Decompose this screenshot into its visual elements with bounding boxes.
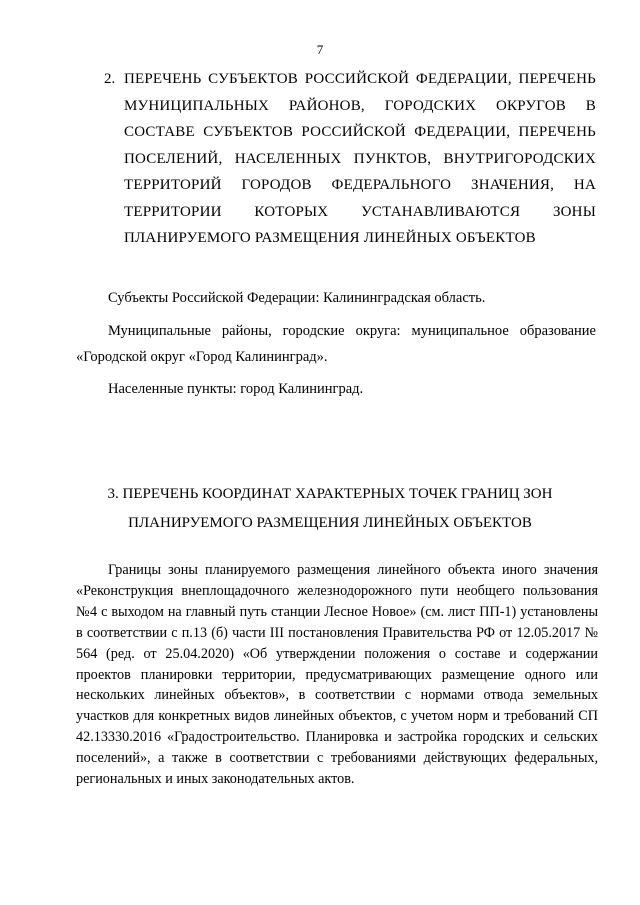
section-2-heading: ПЕРЕЧЕНЬ СУБЪЕКТОВ РОССИЙСКОЙ ФЕДЕРАЦИИ, ПЕРЕЧЕНЬ МУНИЦИПАЛЬНЫХ РАЙОНОВ, ГОРОДСКИХ ОКРУГОВ В СОСТАВЕ СУБЪЕКТОВ РОССИЙСКОЙ ФЕДЕРАЦИИ, ПЕРЕЧЕНЬ ПОСЕЛЕНИЙ, НАСЕЛЕННЫХ ПУНКТОВ, ВНУТРИГОРОДСКИХ ТЕРРИТОРИЙ ГОРОДОВ ФЕДЕРАЛЬНОГО ЗНАЧЕНИЯ, НА ТЕРРИТОРИИ КОТОРЫХ УСТАНАВЛИВАЮТСЯ ЗОНЫ ПЛАНИРУЕМОГО РАЗМЕЩЕНИЯ ЛИНЕЙНЫХ ОБЪЕКТОВ (124, 71, 596, 246)
subjects-paragraph: Субъекты Российской Федерации: Калининградская область. (108, 290, 486, 306)
page-number: 7 (316, 42, 324, 57)
municipalities-paragraph: Муниципальные районы, городские округа: муниципальное образование «Городской округ «Город Калининград». (76, 323, 596, 365)
section-3-body: Границы зоны планируемого размещения линейного объекта иного значения «Реконструкция внеплощадочного железнодорожного пути необщего пользования №4 с выходом на главный путь станции Лесное Новое» (см. лист ПП-1) установлены в соответствии с п.13 (б) части III постановления Правительства РФ от 12.05.2017 № 564 (ред. от 25.04.2020) «Об утверждении положения о составе и содержании проектов планировки территории, предусматривающих размещение одного или нескольких линейных объектов», в соответствии с нормами отвода земельных участков для конкретных видов линейных объектов, с учетом норм и требований СП 42.13330.2016 «Градостроительство. Планировка и застройка городских и сельских поселений», а также в соответствии с требованиями действующих федеральных, региональных и иных законодательных актов. (76, 562, 598, 788)
section-2-number: 2. (104, 71, 116, 87)
section-3-heading: 3. ПЕРЕЧЕНЬ КООРДИНАТ ХАРАКТЕРНЫХ ТОЧЕК ГРАНИЦ ЗОН ПЛАНИРУЕМОГО РАЗМЕЩЕНИЯ ЛИНЕЙНЫХ ОБЪЕКТОВ (107, 486, 553, 531)
settlements-paragraph: Населенные пункты: город Калининград. (108, 381, 364, 397)
